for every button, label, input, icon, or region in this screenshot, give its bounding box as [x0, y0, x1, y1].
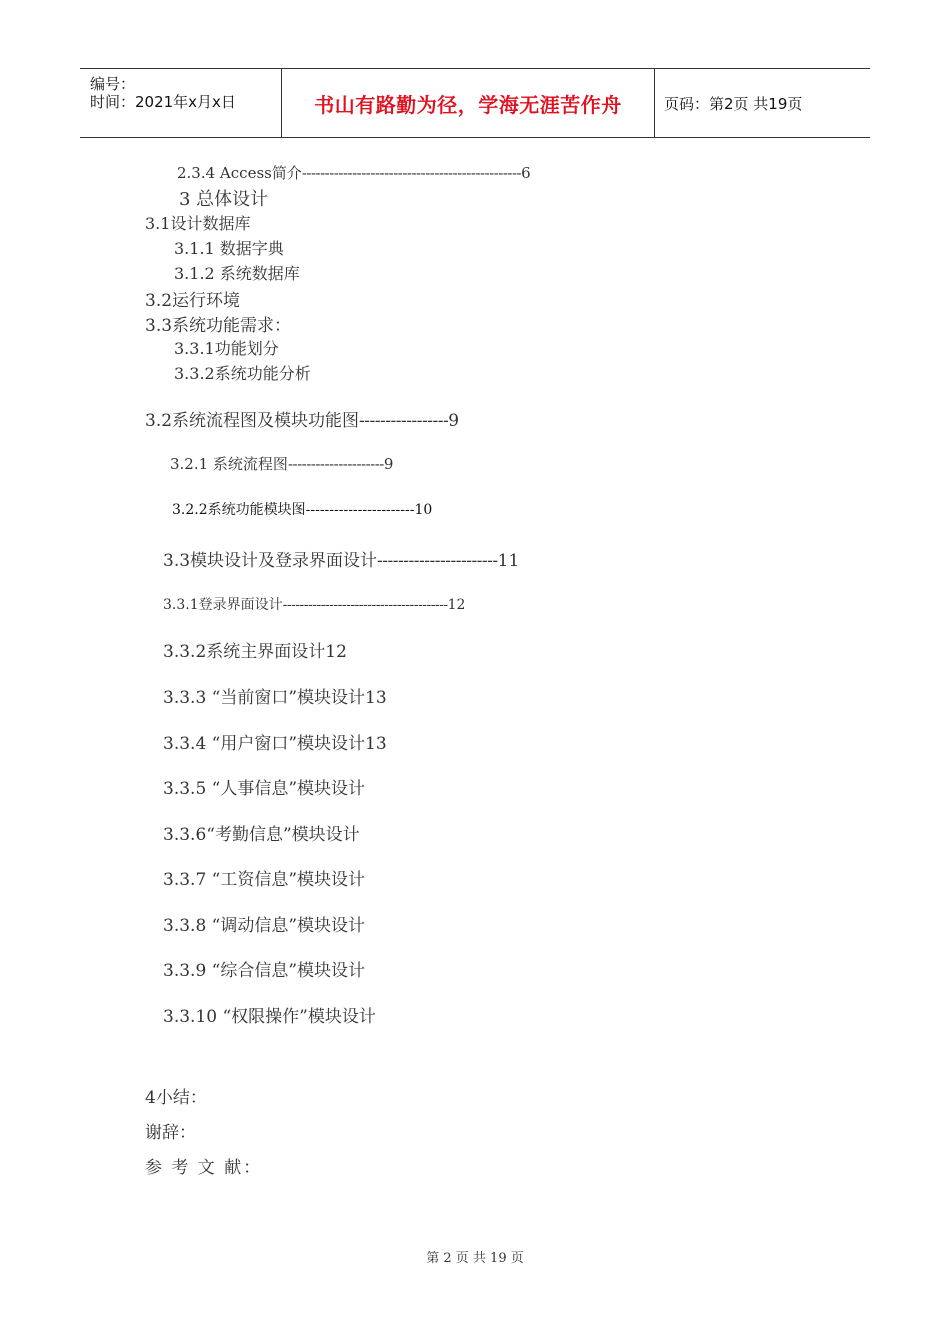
header-meta-cell	[80, 69, 280, 137]
toc-entry-overall-design	[179, 185, 268, 211]
toc-entry-text: 3.2.2系统功能模块图	[172, 502, 306, 518]
toc-entry-text: 3.3.5 “人事信息”模块设计	[163, 779, 366, 799]
footer-page-number: 第 2 页 共 19 页	[426, 1251, 524, 1266]
toc-entry-function-division	[174, 336, 279, 359]
toc-leader: -----------------	[359, 411, 449, 431]
toc-entry-text: 3 总体设计	[179, 189, 269, 210]
toc-entry-system-flowchart	[170, 453, 393, 474]
toc-entry-text: 3.1设计数据库	[145, 214, 251, 233]
toc-entry-runtime-env	[145, 286, 240, 311]
toc-entry-text: 4小结：	[145, 1088, 207, 1108]
toc-entry-text: 3.3.9 “综合信息”模块设计	[163, 961, 366, 981]
toc-entry-text: 3.2运行环境	[145, 291, 241, 311]
toc-leader: ---------------------------------------	[282, 597, 448, 613]
toc-entry-function-requirements	[145, 311, 291, 336]
toc-entry-module-login-design	[163, 546, 519, 571]
toc-page-number: 11	[497, 551, 520, 571]
toc-entry-text: 3.2系统流程图及模块功能图	[145, 411, 360, 431]
toc-entry-text: 参 考 文 献：	[145, 1158, 263, 1178]
toc-entry-text: 3.3.2系统主界面设计12	[163, 642, 347, 662]
toc-entry-system-database	[174, 261, 300, 284]
page-header	[80, 68, 870, 138]
toc-entry-current-window	[163, 683, 387, 708]
toc-entry-text: 3.3.2系统功能分析	[174, 364, 311, 383]
toc-entry-text: 3.3.10 “权限操作”模块设计	[163, 1007, 376, 1027]
toc-entry-user-window	[163, 729, 387, 754]
toc-entry-permission-ops	[163, 1002, 376, 1027]
toc-entry-text: 3.2.1 系统流程图	[170, 455, 288, 473]
toc-entry-text: 3.3系统功能需求：	[145, 316, 292, 336]
toc-entry-text: 3.3.4 “用户窗口”模块设计13	[163, 734, 387, 754]
toc-leader: ---------------------	[287, 455, 384, 473]
toc-entry-references	[145, 1153, 262, 1178]
toc-entry-text: 3.1.2 系统数据库	[174, 264, 300, 283]
toc-entry-salary-info	[163, 865, 365, 890]
toc-leader: -----------------------	[377, 551, 498, 571]
toc-entry-comprehensive-info	[163, 956, 365, 981]
toc-entry-flowchart-module	[145, 406, 459, 431]
header-page-cell	[654, 69, 870, 137]
toc-entry-login-ui	[163, 594, 465, 614]
toc-entry-data-dictionary	[174, 236, 284, 259]
header-motto: 书山有路勤为径，学海无涯苦作舟	[314, 92, 622, 117]
toc-entry-text: 3.3.3 “当前窗口”模块设计13	[163, 688, 387, 708]
toc-entry-main-ui	[163, 637, 347, 662]
toc-leader: ------------------------------------------------	[301, 164, 522, 182]
toc-entry-acknowledgements	[145, 1118, 196, 1143]
document-date: 时间：2021年x月x日	[90, 93, 236, 111]
toc-entry-function-module-chart	[172, 499, 432, 519]
toc-page-number: 6	[521, 164, 531, 182]
toc-page-number: 10	[414, 502, 433, 518]
toc-entry-text: 3.1.1 数据字典	[174, 239, 284, 258]
page-footer	[0, 1247, 950, 1266]
toc-page-number: 12	[447, 597, 466, 613]
document-number-label: 编号：	[90, 75, 136, 93]
toc-entry-text: 3.3模块设计及登录界面设计	[163, 551, 378, 571]
header-page-number: 页码：第2页 共19页	[664, 94, 803, 113]
toc-entry-transfer-info	[163, 911, 365, 936]
toc-entry-text: 2.3.4 Access简介	[177, 164, 302, 182]
toc-entry-text: 3.3.1登录界面设计	[163, 597, 283, 613]
toc-entry-text: 谢辞：	[145, 1123, 196, 1143]
toc-entry-summary	[145, 1083, 207, 1108]
toc-page-number: 9	[383, 455, 394, 473]
header-motto-cell	[281, 69, 655, 137]
toc-entry-design-database	[145, 211, 250, 234]
toc-leader: -----------------------	[305, 502, 415, 518]
toc-entry-access-intro	[177, 162, 531, 183]
toc-entry-personnel-info	[163, 774, 365, 799]
toc-entry-attendance-info	[163, 820, 360, 845]
toc-entry-text: 3.3.7 “工资信息”模块设计	[163, 870, 366, 890]
toc-entry-function-analysis	[174, 361, 311, 384]
toc-page-number: 9	[448, 411, 460, 431]
toc-entry-text: 3.3.6“考勤信息”模块设计	[163, 825, 360, 845]
toc-entry-text: 3.3.1功能划分	[174, 339, 279, 358]
toc-entry-text: 3.3.8 “调动信息”模块设计	[163, 916, 366, 936]
